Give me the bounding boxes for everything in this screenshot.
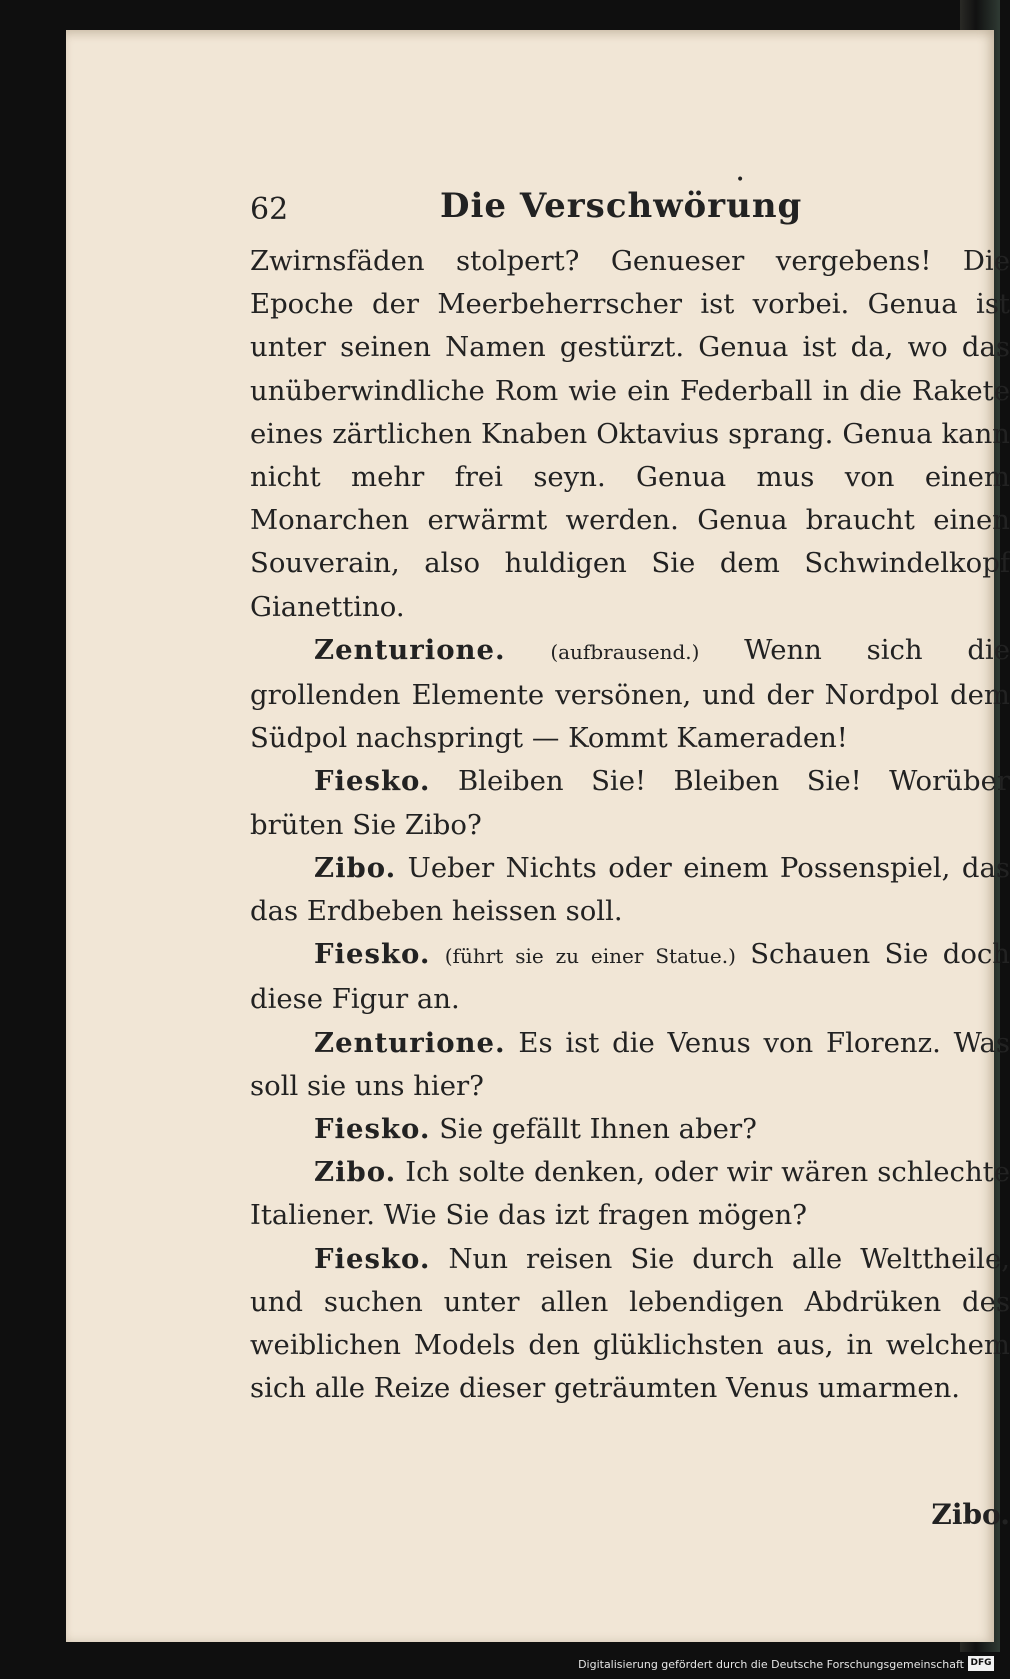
stage-direction: (führt sie zu einer Statue.) [444, 944, 736, 969]
speaker-name: Zibo. [314, 1156, 397, 1189]
speech [250, 1238, 1010, 1411]
speech-text: Ueber Nichts oder einem Possenspiel, das das Erdbeben heissen soll. [250, 851, 1010, 928]
dfg-logo: DFG [968, 1656, 994, 1671]
speech [250, 933, 1010, 1021]
running-title: Die Verschwörung [440, 186, 803, 226]
body-text [250, 240, 1010, 1410]
speech [250, 760, 1010, 846]
page-header [250, 172, 1010, 238]
catchword: Zibo. [931, 1498, 1010, 1531]
speech [250, 1151, 1010, 1237]
speech-text: Bleiben Sie! Bleiben Sie! Worüber brüten Sie Zibo? [250, 765, 1010, 841]
speech-text: Es ist die Venus von Florenz. Was soll sie uns hier? [250, 1026, 1010, 1102]
page-number: 62 [250, 192, 289, 227]
speaker-name: Zenturione. [314, 633, 506, 666]
page-content [250, 172, 1010, 1531]
speech [250, 847, 1010, 933]
footer-bar [0, 1652, 1000, 1679]
speaker-name: Fiesko. [314, 765, 431, 798]
paragraph: Zwirnsfäden stolpert? Genueser vergebens! Die Epoche der Meerbeherrscher ist vorbei. Genua ist unter seinen Namen gestürzt. Genua ist da, wo das unüberwindliche Rom wie ein Federball in die Rakete eines zärtlichen Knaben Oktavius sprang. Genua kann nicht mehr frei seyn. Genua mus von einem Monarchen erwärmt werden. Genua braucht einen Souverain, also huldigen Sie dem Schwindelkopf Gianettino. [250, 245, 1010, 623]
speech-text: Nun reisen Sie durch alle Welttheile, und suchen unter allen lebendigen Abdrüken des weiblichen Models den glüklichsten aus, in welchem sich alle Reize dieser geträumten Venus umarmen. [250, 1242, 1010, 1405]
speech-text: Schauen Sie doch diese Figur an. [250, 938, 1010, 1016]
speech [250, 1108, 1010, 1151]
speech-text: Sie gefällt Ihnen aber? [439, 1113, 757, 1146]
stage-direction: (aufbrausend.) [550, 639, 700, 664]
funding-notice: Digitalisierung gefördert durch die Deutsche Forschungsgemeinschaft [578, 1658, 964, 1671]
book-page [66, 30, 1010, 1642]
speech [250, 1022, 1010, 1108]
speaker-name: Zenturione. [314, 1026, 506, 1059]
header-dot: • [736, 172, 745, 188]
speaker-name: Fiesko. [314, 938, 431, 971]
speech [250, 629, 1010, 761]
speaker-name: Fiesko. [314, 1113, 431, 1146]
speech-text: Wenn sich die grollenden Elemente versönen, und der Nordpol dem Südpol nachspringt — Kommt Kameraden! [250, 633, 1010, 755]
speaker-name: Fiesko. [314, 1242, 431, 1275]
speaker-name: Zibo. [314, 851, 397, 884]
speech-text: Ich solte denken, oder wir wären schlechte Italiener. Wie Sie das izt fragen mögen? [250, 1156, 1010, 1232]
